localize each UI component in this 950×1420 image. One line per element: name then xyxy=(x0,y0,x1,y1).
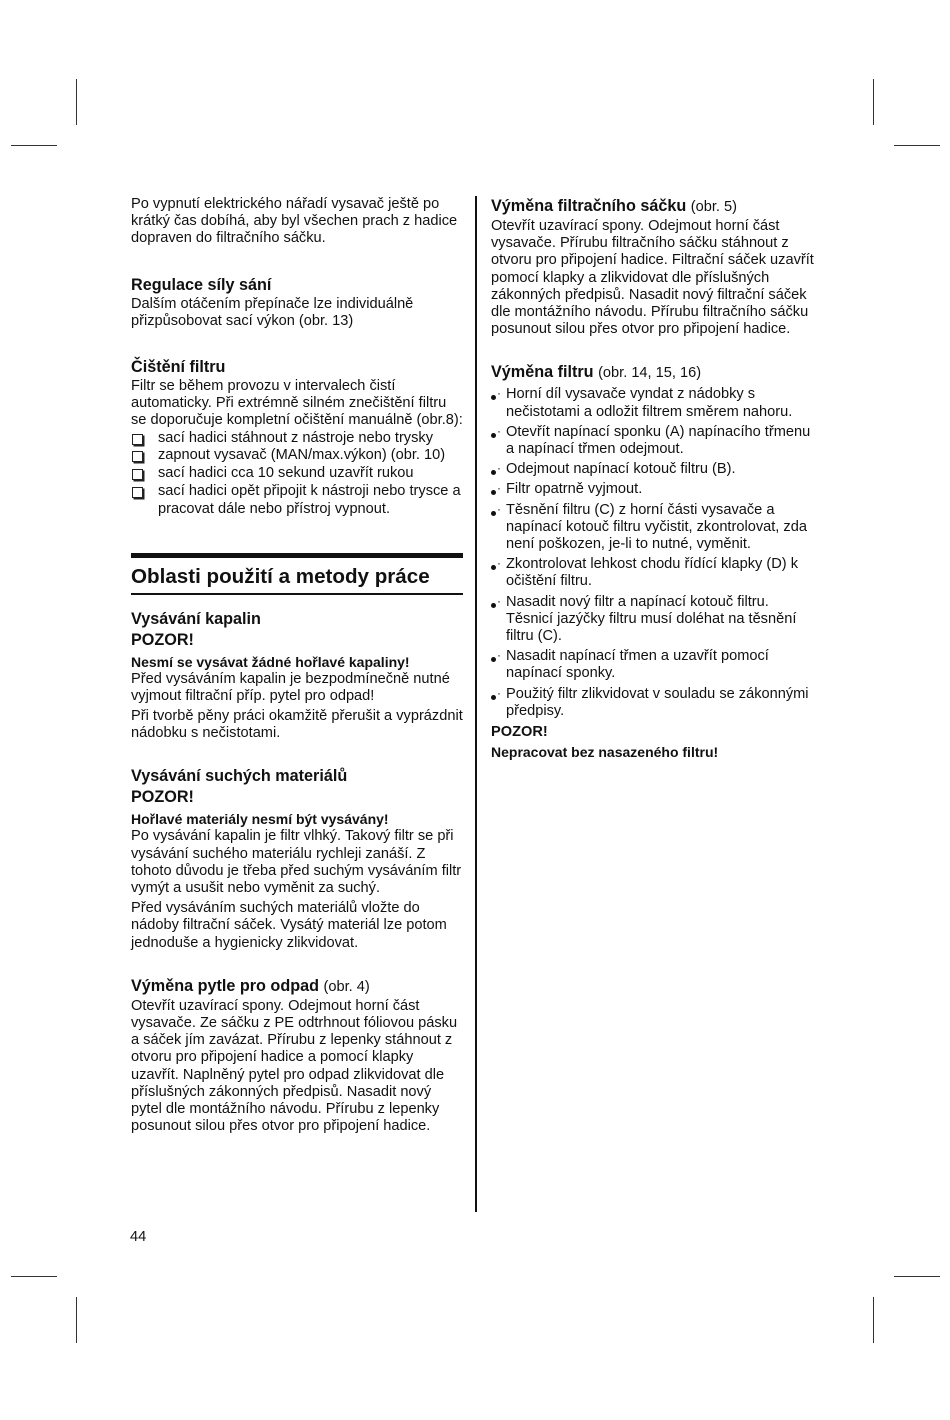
list-item: · Odejmout napínací kotouč filtru (B). xyxy=(491,461,817,478)
filter-bag-heading: Výměna filtračního sáčku (obr. 5) xyxy=(491,197,737,215)
checkbox-icon xyxy=(132,434,143,445)
dry-paragraph-1: Po vysávání kapalin je filtr vlhký. Takový filtr se při vysávání suchého materiálu rychleji zanáší. Z tohoto důvodu je třeba před suchým vysáváním filtr vymýt a usušit nebo vyměnit za suchý. xyxy=(131,828,462,897)
crop-mark xyxy=(11,145,57,146)
list-item: zapnout vysavač (MAN/max.výkon) (obr. 10) xyxy=(131,447,463,465)
filter-cleaning-text: Filtr se během provozu v intervalech čistí automaticky. Při extrémně silném znečištění filtru se doporučuje kompletní očištění manuálně (obr.8): xyxy=(131,378,463,429)
dry-caution: POZOR! xyxy=(131,788,194,807)
bullet-icon xyxy=(491,395,496,400)
checkbox-icon xyxy=(132,451,143,462)
list-item: · Otevřít napínací sponku (A) napínacího třmenu a napínací třmen odejmout. xyxy=(491,424,817,458)
list-item: sací hadici cca 10 sekund uzavřít rukou xyxy=(131,465,463,483)
suction-control-heading: Regulace síly sání xyxy=(131,275,272,294)
liquids-paragraph-1: Před vysáváním kapalin je bezpodmínečně nutné vyjmout filtrační příp. pytel pro odpad! xyxy=(131,670,450,704)
liquids-heading: Vysávání kapalin xyxy=(131,609,261,628)
checkbox-icon xyxy=(132,469,143,480)
list-item: sací hadici opět připojit k nástroji nebo trysce a pracovat dále nebo přístroj vypnout. xyxy=(131,483,463,519)
list-item: · Zkontrolovat lehkost chodu řídící klapky (D) k očištění filtru. xyxy=(491,556,817,590)
crop-mark xyxy=(873,79,874,125)
bag-heading: Výměna pytle pro odpad (obr. 4) xyxy=(131,976,370,995)
section-title: Oblasti použití a metody práce xyxy=(131,564,430,588)
list-item: sací hadici stáhnout z nástroje nebo trysky xyxy=(131,430,463,448)
list-item: · Použitý filtr zlikvidovat v souladu se zákonnými předpisy. xyxy=(491,686,817,720)
bullet-icon xyxy=(491,695,496,700)
crop-mark xyxy=(873,1297,874,1343)
crop-mark xyxy=(76,79,77,125)
filter-figure-ref: (obr. 14, 15, 16) xyxy=(598,365,702,382)
list-item: · Horní díl vysavače vyndat z nádobky s nečistotami a odložit filtrem směrem nahoru. xyxy=(491,386,817,420)
filter-cleaning-heading: Čištění filtru xyxy=(131,358,226,377)
filter-warning: Nepracovat bez nasazeného filtru! xyxy=(491,744,719,761)
crop-mark xyxy=(894,145,940,146)
list-item: · Nasadit nový filtr a napínací kotouč filtru. Těsnicí jazýčky filtru musí doléhat na těsnění filtru (C). xyxy=(491,594,817,646)
list-item: · Těsnění filtru (C) z horní části vysavače a napínací kotouč filtru vyčistit, zkontrolovat, zda není poškozen, je-li to nutné, vyměnit. xyxy=(491,502,817,554)
bullet-icon xyxy=(491,433,496,438)
filter-caution: POZOR! xyxy=(491,724,548,741)
filter-cleaning-steps xyxy=(131,430,463,519)
section-title-block xyxy=(131,553,463,595)
page-number: 44 xyxy=(130,1229,147,1245)
filter-bag-figure-ref: (obr. 5) xyxy=(690,199,737,215)
bullet-icon xyxy=(491,490,496,495)
checkbox-icon xyxy=(132,487,143,498)
suction-control-text: Dalším otáčením přepínače lze individuálně přizpůsobovat sací výkon (obr. 13) xyxy=(131,295,414,329)
right-column xyxy=(491,196,817,761)
intro-paragraph: Po vypnutí elektrického nářadí vysavač ještě po krátký čas dobíhá, aby byl všechen prach z hadice dopraven do filtračního sáčku. xyxy=(131,196,458,247)
bag-text: Otevřít uzavírací spony. Odejmout horní část vysavače. Ze sáčku z PE odtrhnout fóliovou pásku a sáček jím zavázat. Přírubu z lepenky stáhnout z otvoru pro připojení hadice a pomocí klapky uzavřít. Naplněný pytel pro odpad zlikvidovat dle příslušných zákonných předpisů. Nasadit nový pytel dle montážního návodu. Přírubu z lepenky posunout silou přes otvor pro připojení hadice. xyxy=(131,997,458,1135)
bullet-icon xyxy=(491,470,496,475)
bullet-icon xyxy=(491,603,496,608)
column-divider xyxy=(475,196,477,1212)
list-item: · Filtr opatrně vyjmout. xyxy=(491,481,817,498)
dry-warning: Hořlavé materiály nesmí být vysávány! xyxy=(131,811,389,828)
left-column xyxy=(131,196,463,1135)
filter-bag-text: Otevřít uzavírací spony. Odejmout horní část vysavače. Přírubu filtračního sáčku stáhnout z otvoru pro připojení hadice. Filtrační sáček uzavřít pomocí klapky a zlikvidovat dle příslušných zákonných předpisů. Nasadit nový filtrační sáček dle montážního návodu. Přírubu filtračního sáčku posunout silou přes otvor pro připojení hadice. xyxy=(491,218,814,338)
bullet-icon xyxy=(491,511,496,516)
liquids-caution: POZOR! xyxy=(131,630,194,649)
liquids-paragraph-2: Při tvorbě pěny práci okamžitě přerušit a vyprázdnit nádobku s nečistotami. xyxy=(131,708,463,742)
filter-steps xyxy=(491,386,817,720)
dry-paragraph-2: Před vysáváním suchých materiálů vložte do nádoby filtrační sáček. Vysátý materiál lze potom jednoduše a hygienicky zlikvidovat. xyxy=(131,900,447,951)
bullet-icon xyxy=(491,565,496,570)
crop-mark xyxy=(894,1276,940,1277)
dry-heading: Vysávání suchých materiálů xyxy=(131,767,348,786)
bag-figure-ref: (obr. 4) xyxy=(323,978,370,995)
bullet-icon xyxy=(491,657,496,662)
crop-mark xyxy=(11,1276,57,1277)
filter-heading: Výměna filtru (obr. 14, 15, 16) xyxy=(491,363,702,382)
crop-mark xyxy=(76,1297,77,1343)
liquids-warning: Nesmí se vysávat žádné hořlavé kapaliny! xyxy=(131,653,410,670)
list-item: · Nasadit napínací třmen a uzavřít pomocí napínací sponky. xyxy=(491,648,817,682)
